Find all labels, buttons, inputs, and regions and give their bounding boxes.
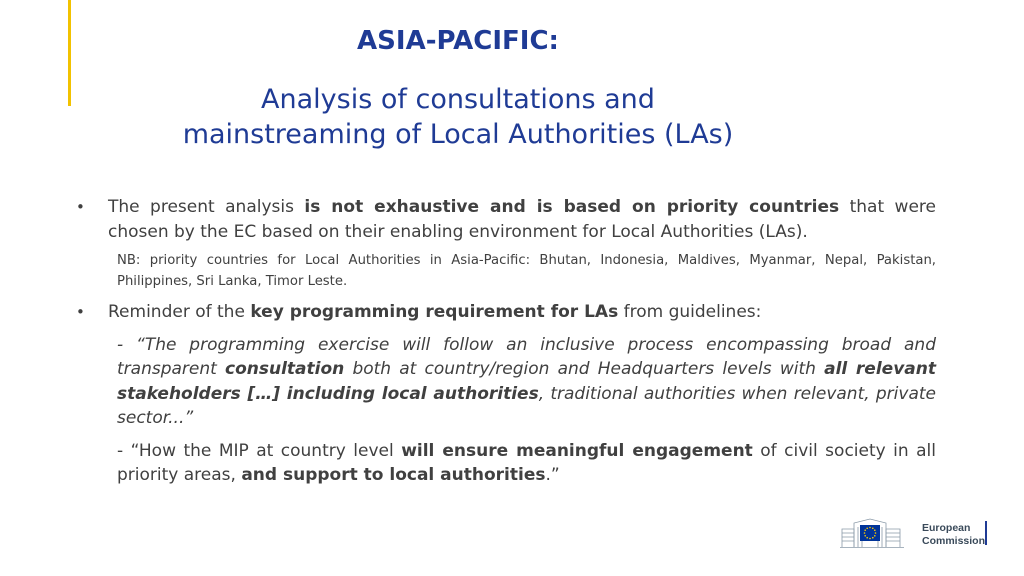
quote-1-bold-2: all relevant stakeholders […] including local authorities (117, 359, 936, 404)
guideline-quote-1 (117, 333, 936, 431)
logo-text (922, 522, 985, 547)
quote-2-part-3: .” (545, 465, 560, 485)
quote-2-part-1: - “How the MIP at country level (117, 440, 402, 461)
bullet-1-text-bold: is not exhaustive and is based on priority countries (304, 197, 840, 217)
quote-1-part-3: , traditional authorities when relevant, private sector...” (117, 383, 936, 428)
bullet-2-text-pre: Reminder of the (108, 302, 251, 322)
quote-2-bold-2: and support to local authorities (241, 465, 546, 485)
slide-title: ASIA-PACIFIC: (357, 26, 559, 56)
logo-divider (985, 521, 987, 545)
logo-line-2: Commission (922, 534, 986, 547)
bullet-2-text-bold: key programming requirement for LAs (250, 302, 619, 322)
subtitle-line-2: mainstreaming of Local Authorities (LAs) (182, 119, 734, 150)
slide-content (74, 195, 936, 488)
logo-line-1: European (922, 522, 971, 534)
bullet-marker: • (76, 198, 85, 216)
subtitle-line-1: Analysis of consultations and (261, 84, 655, 115)
quote-1-part-2: both at country/region and Headquarters levels with (344, 359, 825, 379)
quote-1-bold-1: consultation (225, 359, 345, 379)
bullet-1 (74, 195, 936, 244)
bullet-1-text-post: that were chosen by the EC based on their enabling environment for Local Authorities (LAs). (108, 197, 936, 242)
quote-2-part-2: of civil society in all priority areas, (117, 440, 937, 485)
bullet-1-text-pre: The present analysis (108, 197, 305, 217)
bullet-marker: • (76, 303, 85, 321)
guideline-quote-2 (117, 439, 936, 488)
quote-2-bold-1: will ensure meaningful engagement (401, 440, 753, 461)
slide-subtitle (0, 82, 916, 152)
bullet-2-text-post: from guidelines: (618, 302, 762, 322)
priority-countries-note: NB: priority countries for Local Authorities in Asia-Pacific: Bhutan, Indonesia, Maldives, Myanmar, Nepal, Pakistan, Philippines, Sri Lanka, Timor Leste. (117, 253, 936, 289)
bullet-2 (74, 300, 936, 325)
quote-1-part-1: - “The programming exercise will follow an inclusive process encompassing broad and transparent (117, 334, 936, 379)
